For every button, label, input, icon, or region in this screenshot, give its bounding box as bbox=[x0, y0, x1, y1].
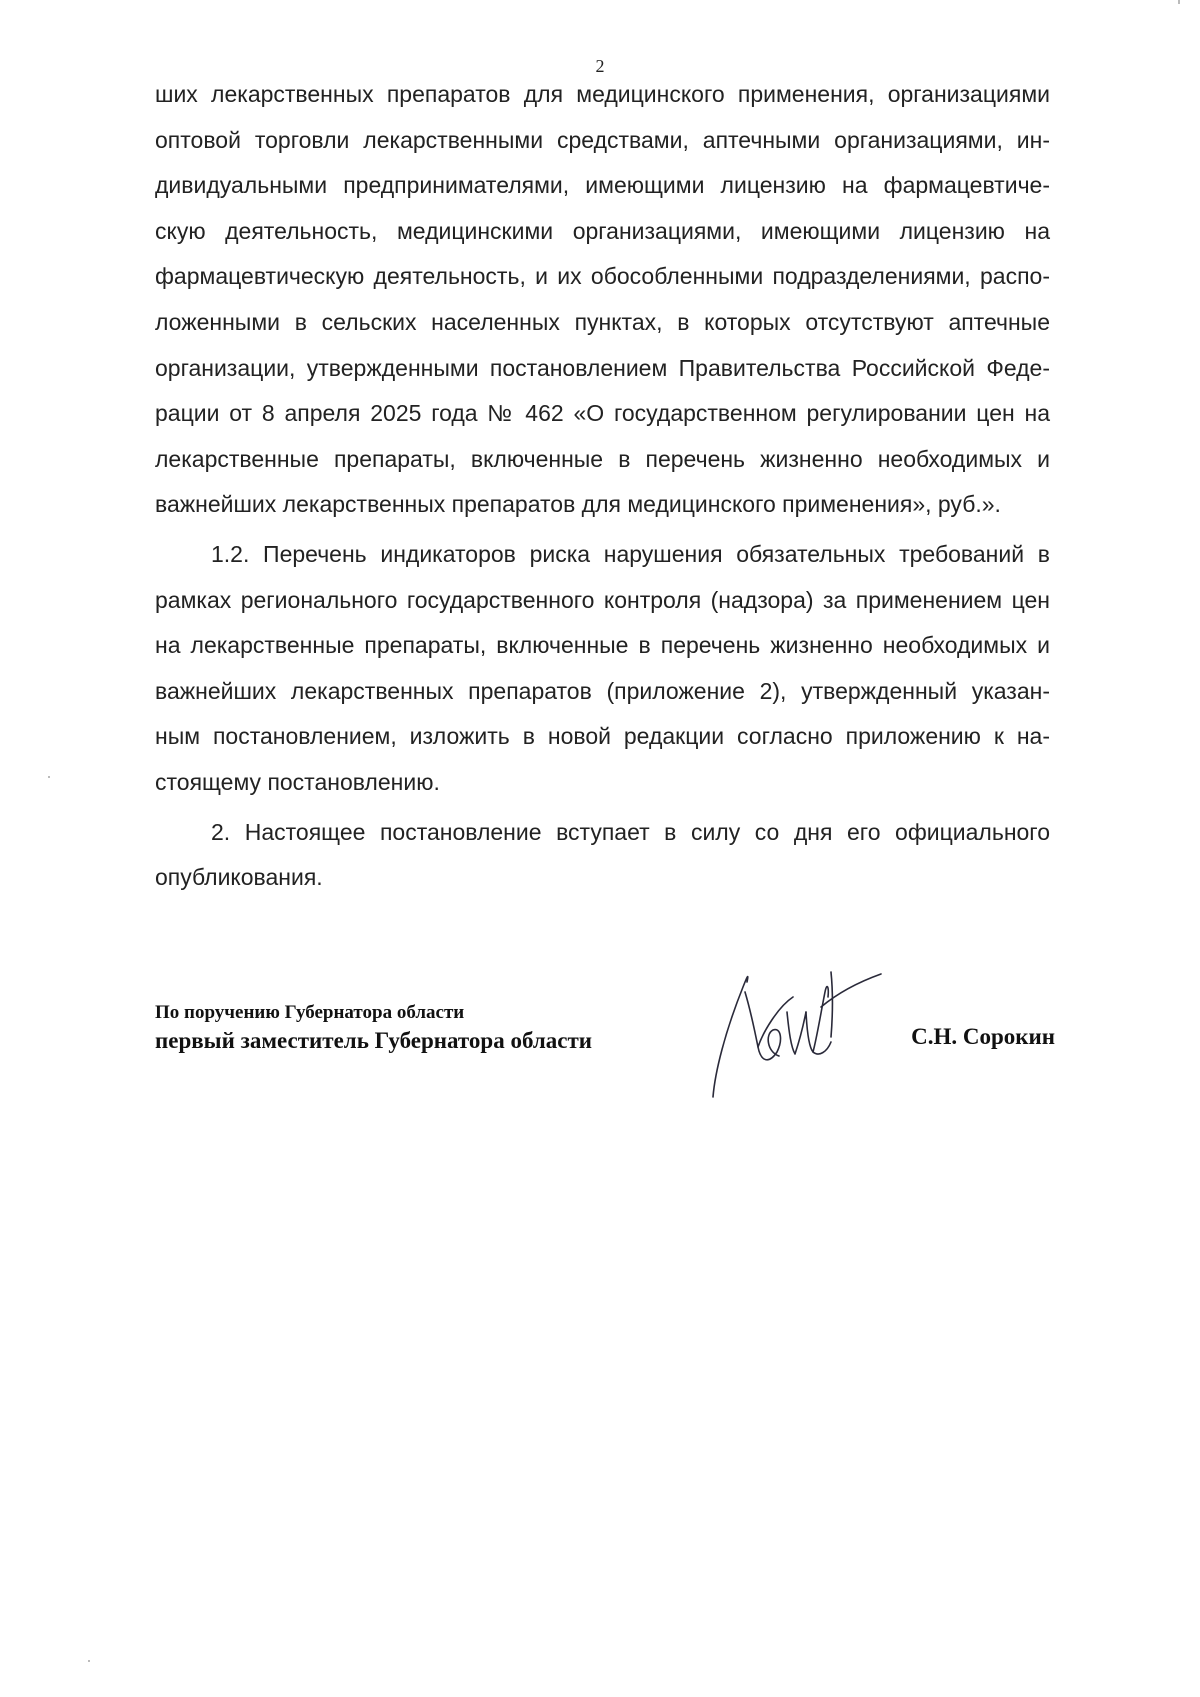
text-line: 1.2. Перечень индикаторов риска нарушения обязательных требований в bbox=[211, 540, 1050, 567]
text-line: опубликования. bbox=[155, 864, 323, 891]
text-line: важнейших лекарственных препаратов (приложение 2), утвержденный указан- bbox=[155, 677, 1050, 704]
text-line: ложенными в сельских населенных пунктах, в которых отсутствуют аптечные bbox=[155, 308, 1050, 335]
scan-artifact bbox=[88, 1660, 90, 1662]
text-line: организации, утвержденными постановлением Правительства Российской Феде- bbox=[155, 354, 1050, 381]
text-line: ших лекарственных препаратов для медицинского применения, организациями bbox=[155, 81, 1050, 107]
text-line: ным постановлением, изложить в новой редакции согласно приложению к на- bbox=[155, 723, 1050, 750]
text-line: скую деятельность, медицинскими организациями, имеющими лицензию на bbox=[155, 217, 1050, 244]
handwritten-signature bbox=[703, 952, 883, 1102]
signature-block bbox=[155, 1002, 1055, 1122]
page-number: 2 bbox=[595, 56, 605, 76]
document-body bbox=[155, 72, 1050, 901]
text-line: рации от 8 апреля 2025 года № 462 «О государственном регулировании цен на bbox=[155, 400, 1050, 427]
text-line: фармацевтическую деятельность, и их обособленными подразделениями, распо- bbox=[155, 263, 1050, 290]
scan-artifact bbox=[48, 776, 50, 778]
signatory-authority: По поручению Губернатора области bbox=[155, 1002, 465, 1023]
signatory-name: С.Н. Сорокин bbox=[911, 1024, 1055, 1049]
text-line: рамках регионального государственного контроля (надзора) за применением цен bbox=[155, 586, 1050, 613]
paragraph-3 bbox=[155, 810, 1050, 901]
text-line: стоящему постановлению. bbox=[155, 768, 440, 795]
paragraph-1 bbox=[155, 72, 1050, 528]
text-line: оптовой торговли лекарственными средствами, аптечными организациями, ин- bbox=[155, 126, 1050, 153]
text-line: на лекарственные препараты, включенные в перечень жизненно необходимых и bbox=[155, 632, 1050, 659]
text-line: лекарственные препараты, включенные в перечень жизненно необходимых и bbox=[155, 445, 1050, 472]
paragraph-2 bbox=[155, 532, 1050, 806]
scan-artifact bbox=[1178, 0, 1180, 4]
text-line: 2. Настоящее постановление вступает в силу со дня его официального bbox=[211, 818, 1050, 845]
signatory-title: первый заместитель Губернатора области bbox=[155, 1028, 593, 1053]
text-line: важнейших лекарственных препаратов для медицинского применения», руб.». bbox=[155, 491, 1001, 518]
text-line: дивидуальными предпринимателями, имеющими лицензию на фармацевтиче- bbox=[155, 172, 1050, 199]
